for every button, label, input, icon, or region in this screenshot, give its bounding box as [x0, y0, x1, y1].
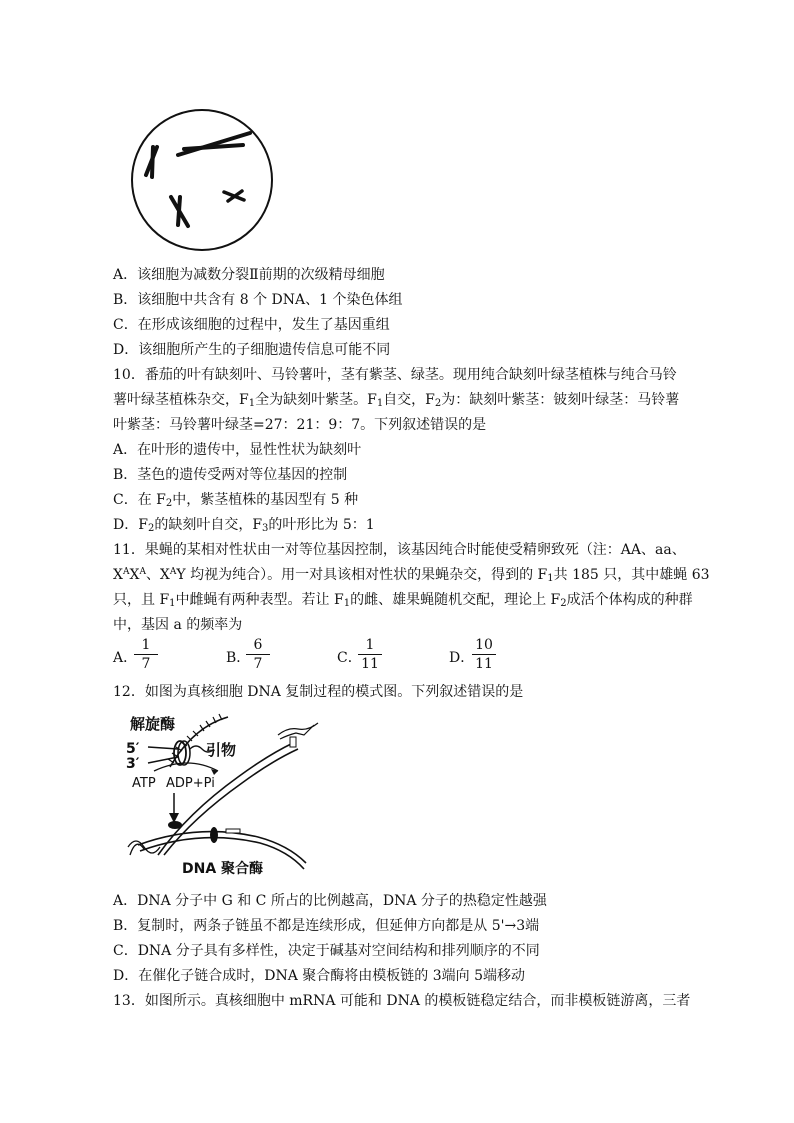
five-prime-label: 5′	[126, 741, 140, 757]
q9-option-a: A．该细胞为减数分裂Ⅱ前期的次级精母细胞	[113, 267, 385, 283]
adp-label: ADP+Pi	[166, 776, 215, 791]
q10-option-a: A．在叶形的遗传中，显性性状为缺刻叶	[113, 442, 362, 458]
q12-option-d: D．在催化子链合成时，DNA 聚合酶将由模板链的 3端向 5端移动	[113, 968, 525, 984]
q11-option-a-label: A．	[113, 650, 138, 666]
chromosome-2	[178, 133, 250, 155]
q11-option-d-fraction: 10 11	[470, 637, 498, 672]
q10-option-b: B．茎色的遗传受两对等位基因的控制	[113, 467, 348, 483]
cell-diagram	[128, 105, 278, 255]
q9-option-d: D．该细胞所产生的子细胞遗传信息可能不同	[113, 342, 391, 358]
cell-membrane	[132, 110, 272, 250]
q11-stem-line3: 只，且 $F_1$中雌蝇有两种表型。若让 $F_1$的雌、雄果蝇随机交配，理论上 $F_2$成活个体构成的种群	[113, 592, 693, 609]
q13-stem: 13．如图所示。真核细胞中 mRNA 可能和 DNA 的模板链稳定结合，而非模板链游离，三者	[113, 993, 691, 1009]
q11-stem-line4: 中，基因 a 的频率为	[113, 617, 243, 633]
chromosome-4	[224, 191, 244, 201]
q9-option-c: C．在形成该细胞的过程中，发生了基因重组	[113, 317, 390, 333]
q11-option-d-label: D．	[449, 650, 475, 666]
q11-option-b-label: B．	[226, 650, 251, 666]
q9-option-b: B．该细胞中共含有 8 个 DNA、1 个染色体组	[113, 292, 403, 308]
polymerase-blob-2	[210, 827, 218, 843]
chromosome-1	[146, 147, 157, 177]
q10-stem-line2: 薯叶绿茎植株杂交，$F_1$全为缺刻叶紫茎。$F_1$自交，$F_2$为：缺刻叶紫茎：铍刻叶绿茎：马铃薯	[113, 392, 680, 409]
q11-option-c-fraction: 1 11	[356, 637, 384, 672]
q11-option-b-fraction: 6 7	[244, 637, 272, 672]
q10-stem-line1: 10．番茄的叶有缺刻叶、马铃薯叶，茎有紫茎、绿茎。现用纯合缺刻叶绿茎植株与纯合马铃	[113, 367, 677, 383]
q12-option-c: C．DNA 分子具有多样性，决定于碱基对空间结构和排列顺序的不同	[113, 943, 540, 959]
q11-stem-line2: $X^AX^A$、$X^AY$ 均视为纯合）。用一对具该相对性状的果蝇杂交，得到的 $F_1$共 185 只，其中雄蝇 63	[113, 567, 710, 584]
helicase-label: 解旋酶	[130, 715, 176, 733]
three-prime-label: 3′	[126, 756, 140, 772]
q10-option-c: C．在 $F_2$中，紫茎植株的基因型有 5 种	[113, 492, 359, 509]
q12-option-a: A．DNA 分子中 G 和 C 所占的比例越高，DNA 分子的热稳定性越强	[113, 893, 547, 909]
q10-stem-line3: 叶紫茎：马铃薯叶绿茎=27：21：9：7。下列叙述错误的是	[113, 417, 487, 433]
polymerase-blob-1	[168, 821, 182, 829]
q11-option-a-fraction: 1 7	[132, 637, 160, 672]
atp-label: ATP	[132, 776, 156, 791]
dna-replication-diagram	[118, 705, 328, 880]
q11-option-c-label: C．	[337, 650, 362, 666]
q11-stem-line1: 11．果蝇的某相对性状由一对等位基因控制，该基因纯合时能使受精卵致死（注：AA、aa、	[113, 542, 686, 558]
q12-option-b: B．复制时，两条子链虽不都是连续形成，但延伸方向都是从 5'→3端	[113, 918, 540, 934]
primer-label: 引物	[206, 741, 237, 759]
chromosome-3	[171, 197, 188, 226]
q12-stem: 12．如图为真核细胞 DNA 复制过程的模式图。下列叙述错误的是	[113, 684, 524, 700]
dna-polymerase-label: DNA 聚合酶	[182, 861, 264, 877]
q10-option-d: D．$F_2$的缺刻叶自交，$F_3$的叶形比为 5：1	[113, 517, 375, 534]
